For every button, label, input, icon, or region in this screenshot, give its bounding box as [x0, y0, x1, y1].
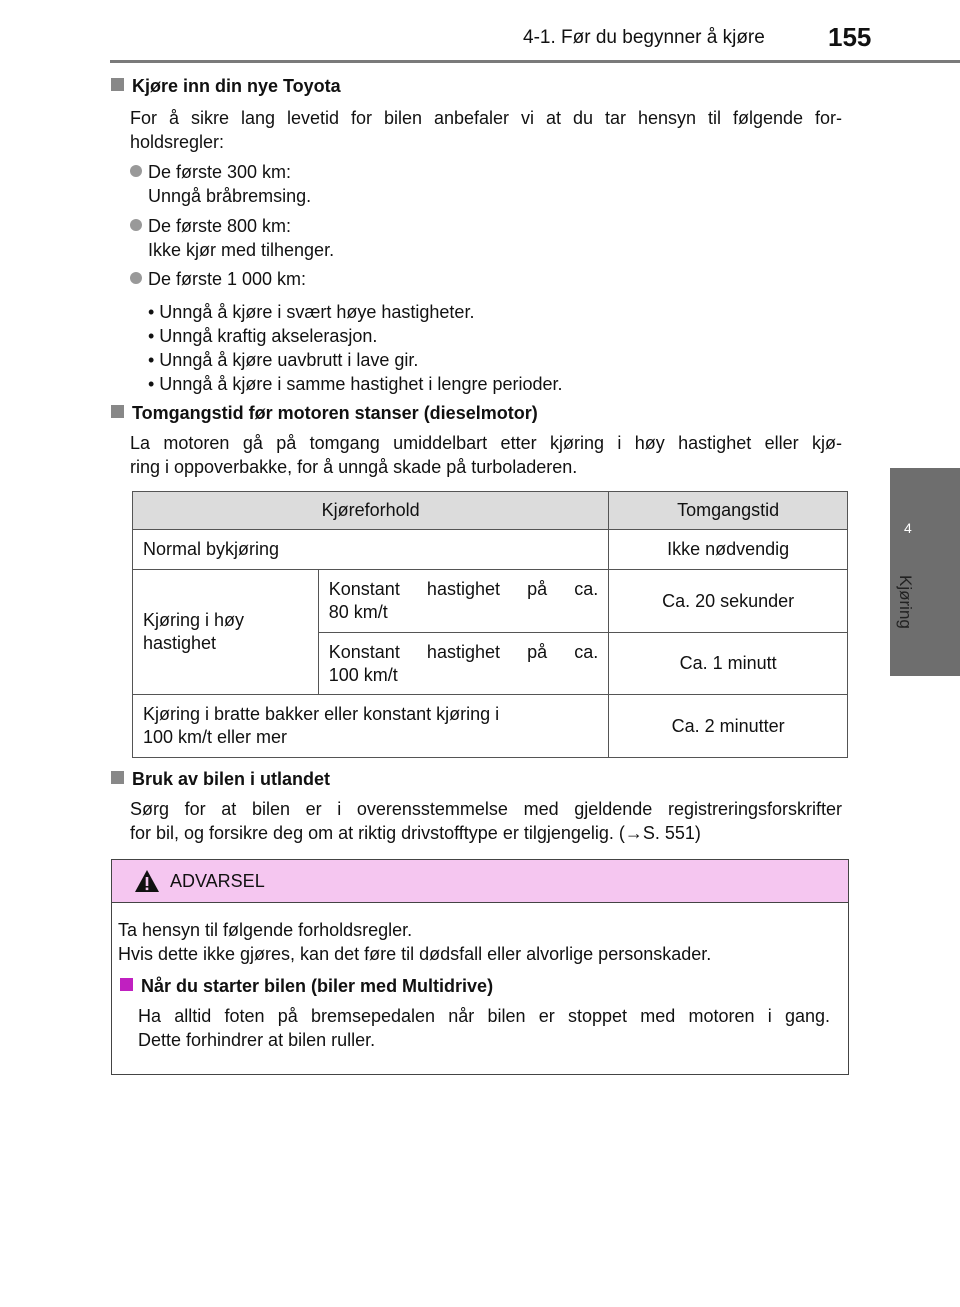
warning-line: Dette forhindrer at bilen ruller. — [138, 1030, 376, 1050]
warning-line: Ta hensyn til følgende forholdsregler. — [118, 920, 413, 940]
cell-line: Konstant hastighet på ca. — [328, 579, 599, 599]
table-cell: Ca. 1 minutt — [609, 633, 848, 695]
table-cell — [133, 570, 319, 695]
warning-line: Ha alltid foten på bremsepedalen når bilen er stoppet med motoren i gang. — [138, 1006, 830, 1026]
warning-header — [112, 860, 848, 903]
table-cell: Ikke nødvendig — [609, 530, 848, 570]
section-heading — [111, 769, 330, 790]
bullet-text: De første 1 000 km: — [148, 269, 307, 289]
cell-line: 80 km/t — [328, 602, 388, 622]
table-row — [133, 570, 848, 633]
cell-line: 100 km/t — [328, 664, 398, 685]
table-cell — [318, 633, 609, 695]
cell-line: Kjøring i høy — [143, 610, 245, 630]
column-header: Kjøreforhold — [133, 492, 609, 530]
paragraph-line: La motoren gå på tomgang umiddelbart etter kjøring i høy hastighet eller kjø- — [130, 433, 842, 453]
sub-bullet: • Unngå å kjøre uavbrutt i lave gir. — [148, 350, 419, 370]
subheading-text: Når du starter bilen (biler med Multidrive) — [141, 976, 494, 996]
table-cell — [133, 695, 609, 758]
section-title: 4-1. Før du begynner å kjøre — [523, 27, 765, 48]
square-bullet-icon — [111, 771, 124, 784]
bullet-item — [130, 214, 291, 238]
table-cell — [318, 570, 609, 633]
header-divider — [110, 60, 960, 63]
dot-bullet-icon — [130, 272, 142, 284]
table-cell: Ca. 20 sekunder — [609, 570, 848, 633]
heading-text: Kjøre inn din nye Toyota — [132, 76, 341, 96]
idle-time-table — [132, 491, 848, 758]
paragraph-line: for bil, og forsikre deg om at riktig drivstofftype er tilgjengelig. (→S. 551) — [130, 823, 701, 843]
cell-line: Kjøring i bratte bakker eller konstant kjøring i — [143, 704, 500, 724]
paragraph-line: holdsregler: — [130, 132, 225, 152]
chapter-number: 4 — [904, 520, 912, 536]
cell-line: 100 km/t eller mer — [143, 727, 288, 747]
paragraph-line: For å sikre lang levetid for bilen anbefaler vi at du tar hensyn til følgende for- — [130, 108, 842, 128]
cell-line: Konstant hastighet på ca. — [328, 641, 599, 662]
table-cell: Ca. 2 minutter — [609, 695, 848, 758]
section-heading — [111, 403, 538, 424]
page-number: 155 — [828, 22, 872, 52]
warning-triangle-icon — [134, 869, 160, 893]
dot-bullet-icon — [130, 165, 142, 177]
dot-bullet-icon — [130, 219, 142, 231]
sub-bullet: • Unngå å kjøre i samme hastighet i lengre perioder. — [148, 374, 563, 394]
table-cell: Normal bykjøring — [133, 530, 609, 570]
warning-box — [111, 859, 849, 1075]
square-bullet-icon — [111, 78, 124, 91]
table-header-row — [133, 492, 848, 530]
bullet-item — [130, 267, 306, 291]
bullet-item — [130, 160, 291, 184]
heading-text: Tomgangstid før motoren stanser (dieselmotor) — [132, 403, 538, 423]
chapter-label: Kjøring — [896, 575, 915, 629]
section-heading — [111, 76, 341, 97]
table-row — [133, 530, 848, 570]
warning-line: Hvis dette ikke gjøres, kan det føre til dødsfall eller alvorlige personskader. — [118, 944, 712, 964]
column-header: Tomgangstid — [609, 492, 848, 530]
sub-bullet: • Unngå å kjøre i svært høye hastigheter. — [148, 302, 475, 322]
chapter-tab — [890, 468, 960, 676]
sub-bullet: • Unngå kraftig akselerasjon. — [148, 326, 378, 346]
warning-title: ADVARSEL — [170, 871, 265, 891]
cell-line: hastighet — [143, 633, 217, 653]
bullet-text: De første 800 km: — [148, 216, 292, 236]
square-bullet-icon — [120, 978, 133, 991]
bullet-detail: Unngå bråbremsing. — [148, 186, 312, 206]
bullet-text: De første 300 km: — [148, 162, 292, 182]
square-bullet-icon — [111, 405, 124, 418]
warning-subheading — [120, 974, 493, 998]
bullet-detail: Ikke kjør med tilhenger. — [148, 240, 335, 260]
table-row — [133, 695, 848, 758]
paragraph-line: ring i oppoverbakke, for å unngå skade på turboladeren. — [130, 457, 578, 477]
paragraph-line: Sørg for at bilen er i overensstemmelse med gjeldende registreringsforskrifter — [130, 799, 842, 819]
heading-text: Bruk av bilen i utlandet — [132, 769, 331, 789]
